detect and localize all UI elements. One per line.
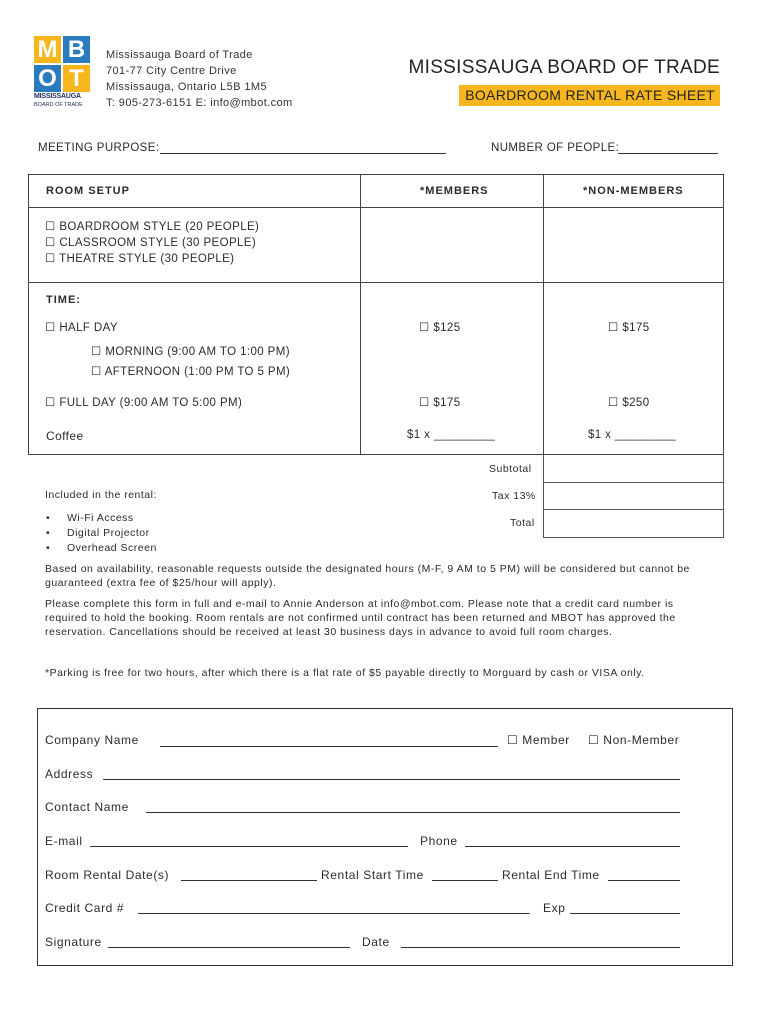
total-field[interactable] bbox=[543, 510, 724, 538]
rental-dates-label: Room Rental Date(s) bbox=[45, 868, 170, 882]
col-header-members: *MEMBERS bbox=[420, 185, 489, 197]
signature-label: Signature bbox=[45, 935, 102, 949]
contact-name-label: Contact Name bbox=[45, 800, 129, 814]
setup-label: BOARDROOM STYLE (20 PEOPLE) bbox=[59, 221, 260, 233]
parking-note: *Parking is free for two hours, after which there is a flat rate of $5 payable directly to Morguard by cash or VISA only. bbox=[45, 667, 645, 679]
morning-label: MORNING (9:00 AM TO 1:00 PM) bbox=[105, 346, 290, 358]
contact-name-field[interactable] bbox=[146, 812, 680, 813]
company-name-label: Company Name bbox=[45, 733, 139, 747]
credit-card-label: Credit Card # bbox=[45, 901, 125, 915]
price-value: $175 bbox=[622, 322, 650, 334]
rental-end-label: Rental End Time bbox=[502, 868, 600, 882]
checkbox-icon[interactable]: ☐ bbox=[45, 397, 56, 409]
total-label: Total bbox=[510, 517, 535, 529]
half-day-option[interactable] bbox=[45, 320, 118, 334]
company-name-field[interactable] bbox=[160, 746, 498, 747]
logo-tile-b: B bbox=[63, 36, 90, 63]
exp-field[interactable] bbox=[570, 913, 680, 914]
rental-start-field[interactable] bbox=[432, 880, 498, 881]
subtotal-field[interactable] bbox=[543, 455, 724, 483]
date-label: Date bbox=[362, 935, 390, 949]
member-option[interactable] bbox=[507, 733, 570, 747]
email-label: E-mail bbox=[45, 834, 83, 848]
setup-option-boardroom[interactable] bbox=[45, 219, 259, 233]
bullet-icon: • bbox=[46, 527, 51, 539]
half-day-label: HALF DAY bbox=[59, 322, 118, 334]
checkbox-icon[interactable]: ☐ bbox=[419, 322, 430, 334]
bullet-icon: • bbox=[46, 542, 51, 554]
checkbox-icon[interactable]: ☐ bbox=[507, 733, 519, 747]
address-line: Mississauga, Ontario L5B 1M5 bbox=[106, 81, 267, 93]
bullet-icon: • bbox=[46, 512, 51, 524]
col-divider bbox=[360, 175, 361, 282]
included-item: Overhead Screen bbox=[67, 542, 157, 554]
rental-end-field[interactable] bbox=[608, 880, 680, 881]
included-item: Digital Projector bbox=[67, 527, 150, 539]
price-value: $250 bbox=[622, 397, 650, 409]
org-title: MISSISSAUGA BOARD OF TRADE bbox=[408, 57, 720, 78]
included-label: Included in the rental: bbox=[45, 489, 157, 501]
col-divider bbox=[543, 175, 544, 282]
afternoon-label: AFTERNOON (1:00 PM TO 5 PM) bbox=[104, 366, 291, 378]
number-of-people-label: NUMBER OF PEOPLE: bbox=[491, 142, 620, 154]
address-block bbox=[106, 47, 293, 111]
half-day-non-member-price[interactable] bbox=[608, 320, 650, 334]
row-divider bbox=[29, 207, 723, 208]
full-day-non-member-price[interactable] bbox=[608, 395, 650, 409]
address-field[interactable] bbox=[103, 779, 680, 780]
logo-subtitle: MISSISSAUGA bbox=[34, 93, 81, 100]
price-value: $175 bbox=[433, 397, 461, 409]
meeting-purpose-label: MEETING PURPOSE: bbox=[38, 142, 160, 154]
coffee-member-quantity[interactable]: $1 x _________ bbox=[407, 429, 496, 441]
mbot-logo bbox=[34, 36, 92, 108]
checkbox-icon[interactable]: ☐ bbox=[45, 237, 56, 249]
rate-table bbox=[28, 174, 724, 455]
instructions-note: Please complete this form in full and e-mail to Annie Anderson at info@mbot.com. Please note that a credit card number is required to hold the booking. Room rentals are not confirmed until contract has been returned and MBOT has approved the reservation. Cancellations should be received at least 30 business days in advance to avoid full room charges. bbox=[45, 598, 676, 638]
address-line: Mississauga Board of Trade bbox=[106, 49, 253, 61]
logo-tile-m: M bbox=[34, 36, 61, 63]
date-field[interactable] bbox=[401, 947, 680, 948]
logo-subtitle-2: BOARD OF TRADE bbox=[34, 102, 83, 108]
checkbox-icon[interactable]: ☐ bbox=[588, 733, 600, 747]
signature-field[interactable] bbox=[108, 947, 350, 948]
coffee-non-member-quantity[interactable]: $1 x _________ bbox=[588, 429, 677, 441]
full-day-option[interactable] bbox=[45, 395, 242, 409]
half-day-member-price[interactable] bbox=[419, 320, 461, 334]
checkbox-icon[interactable]: ☐ bbox=[608, 322, 619, 334]
col-divider bbox=[360, 282, 361, 454]
email-field[interactable] bbox=[90, 846, 408, 847]
included-item: Wi-Fi Access bbox=[67, 512, 134, 524]
booking-form bbox=[37, 708, 733, 966]
sheet-title: BOARDROOM RENTAL RATE SHEET bbox=[459, 85, 720, 106]
tax-label: Tax 13% bbox=[492, 490, 536, 502]
col-header-non-members: *NON-MEMBERS bbox=[583, 185, 684, 197]
col-divider bbox=[543, 282, 544, 454]
tax-field[interactable] bbox=[543, 483, 724, 510]
exp-label: Exp bbox=[543, 901, 566, 915]
coffee-label: Coffee bbox=[46, 429, 84, 443]
row-divider bbox=[29, 282, 723, 283]
credit-card-field[interactable] bbox=[138, 913, 530, 914]
checkbox-icon[interactable]: ☐ bbox=[608, 397, 619, 409]
logo-tile-o: O bbox=[34, 65, 61, 92]
setup-option-classroom[interactable] bbox=[45, 235, 256, 249]
address-line: 701-77 City Centre Drive bbox=[106, 65, 237, 77]
col-header-room-setup: ROOM SETUP bbox=[46, 185, 130, 197]
price-value: $125 bbox=[433, 322, 461, 334]
full-day-member-price[interactable] bbox=[419, 395, 461, 409]
phone-field[interactable] bbox=[465, 846, 680, 847]
checkbox-icon[interactable]: ☐ bbox=[45, 322, 56, 334]
rental-dates-field[interactable] bbox=[181, 880, 317, 881]
setup-label: CLASSROOM STYLE (30 PEOPLE) bbox=[59, 237, 257, 249]
setup-label: THEATRE STYLE (30 PEOPLE) bbox=[59, 253, 235, 265]
member-label: Member bbox=[522, 733, 570, 747]
rental-start-label: Rental Start Time bbox=[321, 868, 424, 882]
afternoon-option[interactable] bbox=[91, 364, 290, 378]
morning-option[interactable] bbox=[91, 344, 290, 358]
availability-note: Based on availability, reasonable requests outside the designated hours (M-F, 9 AM to 5 PM) will be considered but cannot be guaranteed (extra fee of $25/hour will apply). bbox=[45, 563, 690, 589]
non-member-option[interactable] bbox=[588, 733, 679, 747]
setup-option-theatre[interactable] bbox=[45, 251, 234, 265]
phone-label: Phone bbox=[420, 834, 458, 848]
checkbox-icon[interactable]: ☐ bbox=[419, 397, 430, 409]
meeting-purpose-field[interactable] bbox=[160, 153, 446, 154]
full-day-label: FULL DAY (9:00 AM TO 5:00 PM) bbox=[59, 397, 243, 409]
address-line: T: 905-273-6151 E: info@mbot.com bbox=[106, 97, 293, 109]
time-label: TIME: bbox=[46, 294, 81, 306]
checkbox-icon[interactable]: ☐ bbox=[45, 253, 56, 265]
checkbox-icon[interactable]: ☐ bbox=[45, 221, 56, 233]
address-label: Address bbox=[45, 767, 94, 781]
checkbox-icon[interactable]: ☐ bbox=[91, 366, 102, 378]
subtotal-label: Subtotal bbox=[489, 463, 532, 475]
number-of-people-field[interactable] bbox=[618, 153, 718, 154]
logo-tile-t: T bbox=[63, 65, 90, 92]
non-member-label: Non-Member bbox=[603, 733, 680, 747]
checkbox-icon[interactable]: ☐ bbox=[91, 346, 102, 358]
